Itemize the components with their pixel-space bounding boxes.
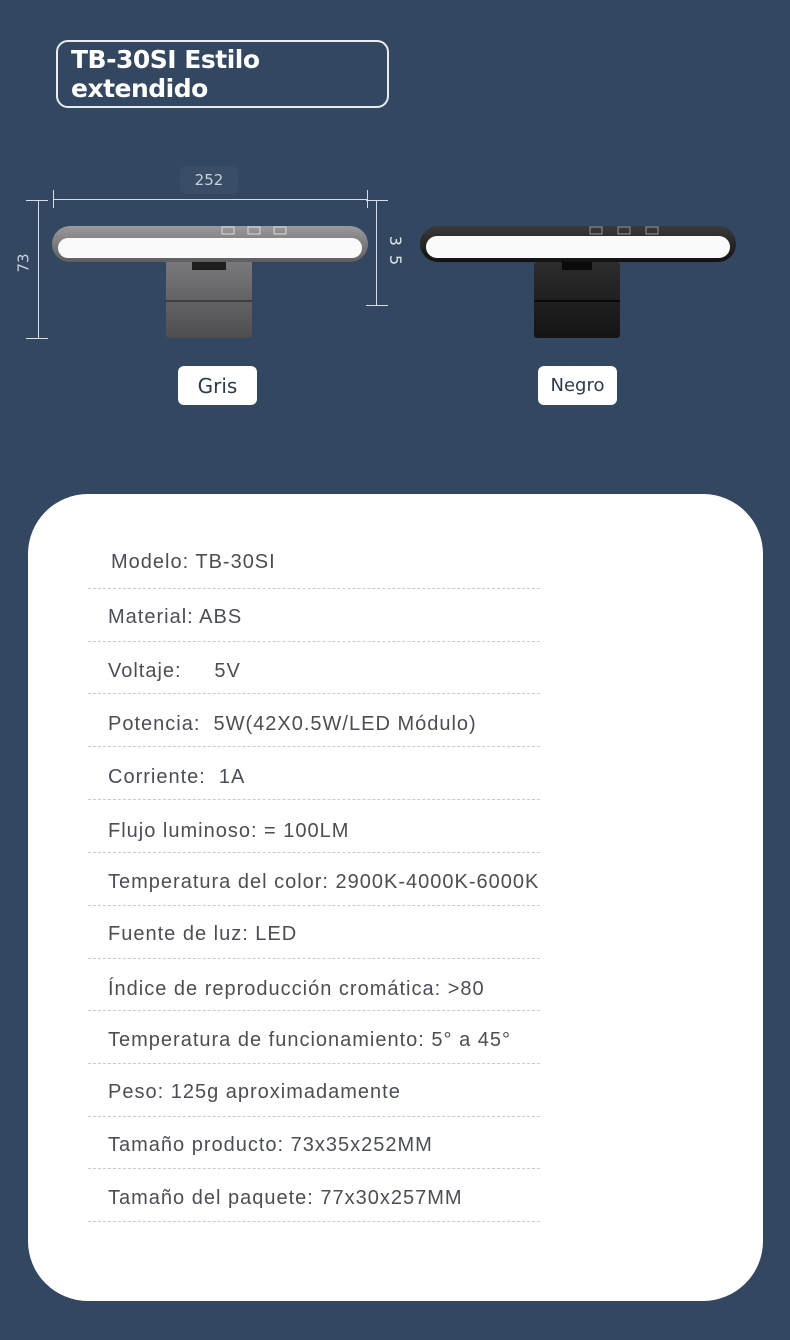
spec-divider (88, 1063, 540, 1064)
spec-peso: Peso: 125g aproximadamente (108, 1081, 401, 1103)
height-dimension-tick-top (26, 200, 48, 201)
depth-dimension-label: 3 5 (386, 235, 406, 268)
specifications-card (28, 494, 763, 1301)
spec-voltaje: Voltaje: 5V (108, 660, 241, 682)
spec-potencia: Potencia: 5W(42X0.5W/LED Módulo) (108, 713, 477, 735)
width-dimension-tick-right (367, 190, 368, 208)
spec-modelo: Modelo: TB-30SI (111, 551, 276, 573)
spec-divider (88, 588, 540, 589)
spec-temperatura-color: Temperatura del color: 2900K-4000K-6000K (108, 871, 540, 893)
spec-corriente: Corriente: 1A (108, 766, 246, 788)
spec-divider (88, 799, 540, 800)
width-dimension-tick-left (53, 190, 54, 208)
spec-divider (88, 852, 540, 853)
spec-indice-reproduccion: Índice de reproducción cromática: >80 (108, 978, 485, 1000)
spec-divider (88, 641, 540, 642)
black-monitor-light-image (418, 222, 740, 340)
color-option-gris[interactable]: Gris (178, 366, 257, 405)
spec-divider (88, 958, 540, 959)
spec-divider (88, 1116, 540, 1117)
spec-temperatura-funcionamiento: Temperatura de funcionamiento: 5° a 45° (108, 1029, 511, 1051)
product-title: TB-30SI Estilo extendido (56, 40, 389, 108)
height-dimension-tick-bottom (26, 338, 48, 339)
width-dimension-label: 252 (180, 166, 238, 194)
spec-tamano-producto: Tamaño producto: 73x35x252MM (108, 1134, 433, 1156)
spec-divider (88, 1221, 540, 1222)
height-dimension-label: 73 (14, 253, 33, 273)
spec-divider (88, 746, 540, 747)
spec-divider (88, 1010, 540, 1011)
spec-divider (88, 1168, 540, 1169)
depth-dimension-line (376, 200, 377, 305)
gray-monitor-light-image (50, 222, 372, 340)
color-option-negro[interactable]: Negro (538, 366, 617, 405)
spec-material: Material: ABS (108, 606, 243, 628)
depth-dimension-tick-top (366, 200, 388, 201)
width-dimension-line (53, 199, 368, 200)
spec-divider (88, 905, 540, 906)
spec-tamano-paquete: Tamaño del paquete: 77x30x257MM (108, 1187, 463, 1209)
spec-flujo-luminoso: Flujo luminoso: = 100LM (108, 820, 350, 842)
spec-fuente-luz: Fuente de luz: LED (108, 923, 298, 945)
height-dimension-line (38, 200, 39, 338)
spec-divider (88, 693, 540, 694)
